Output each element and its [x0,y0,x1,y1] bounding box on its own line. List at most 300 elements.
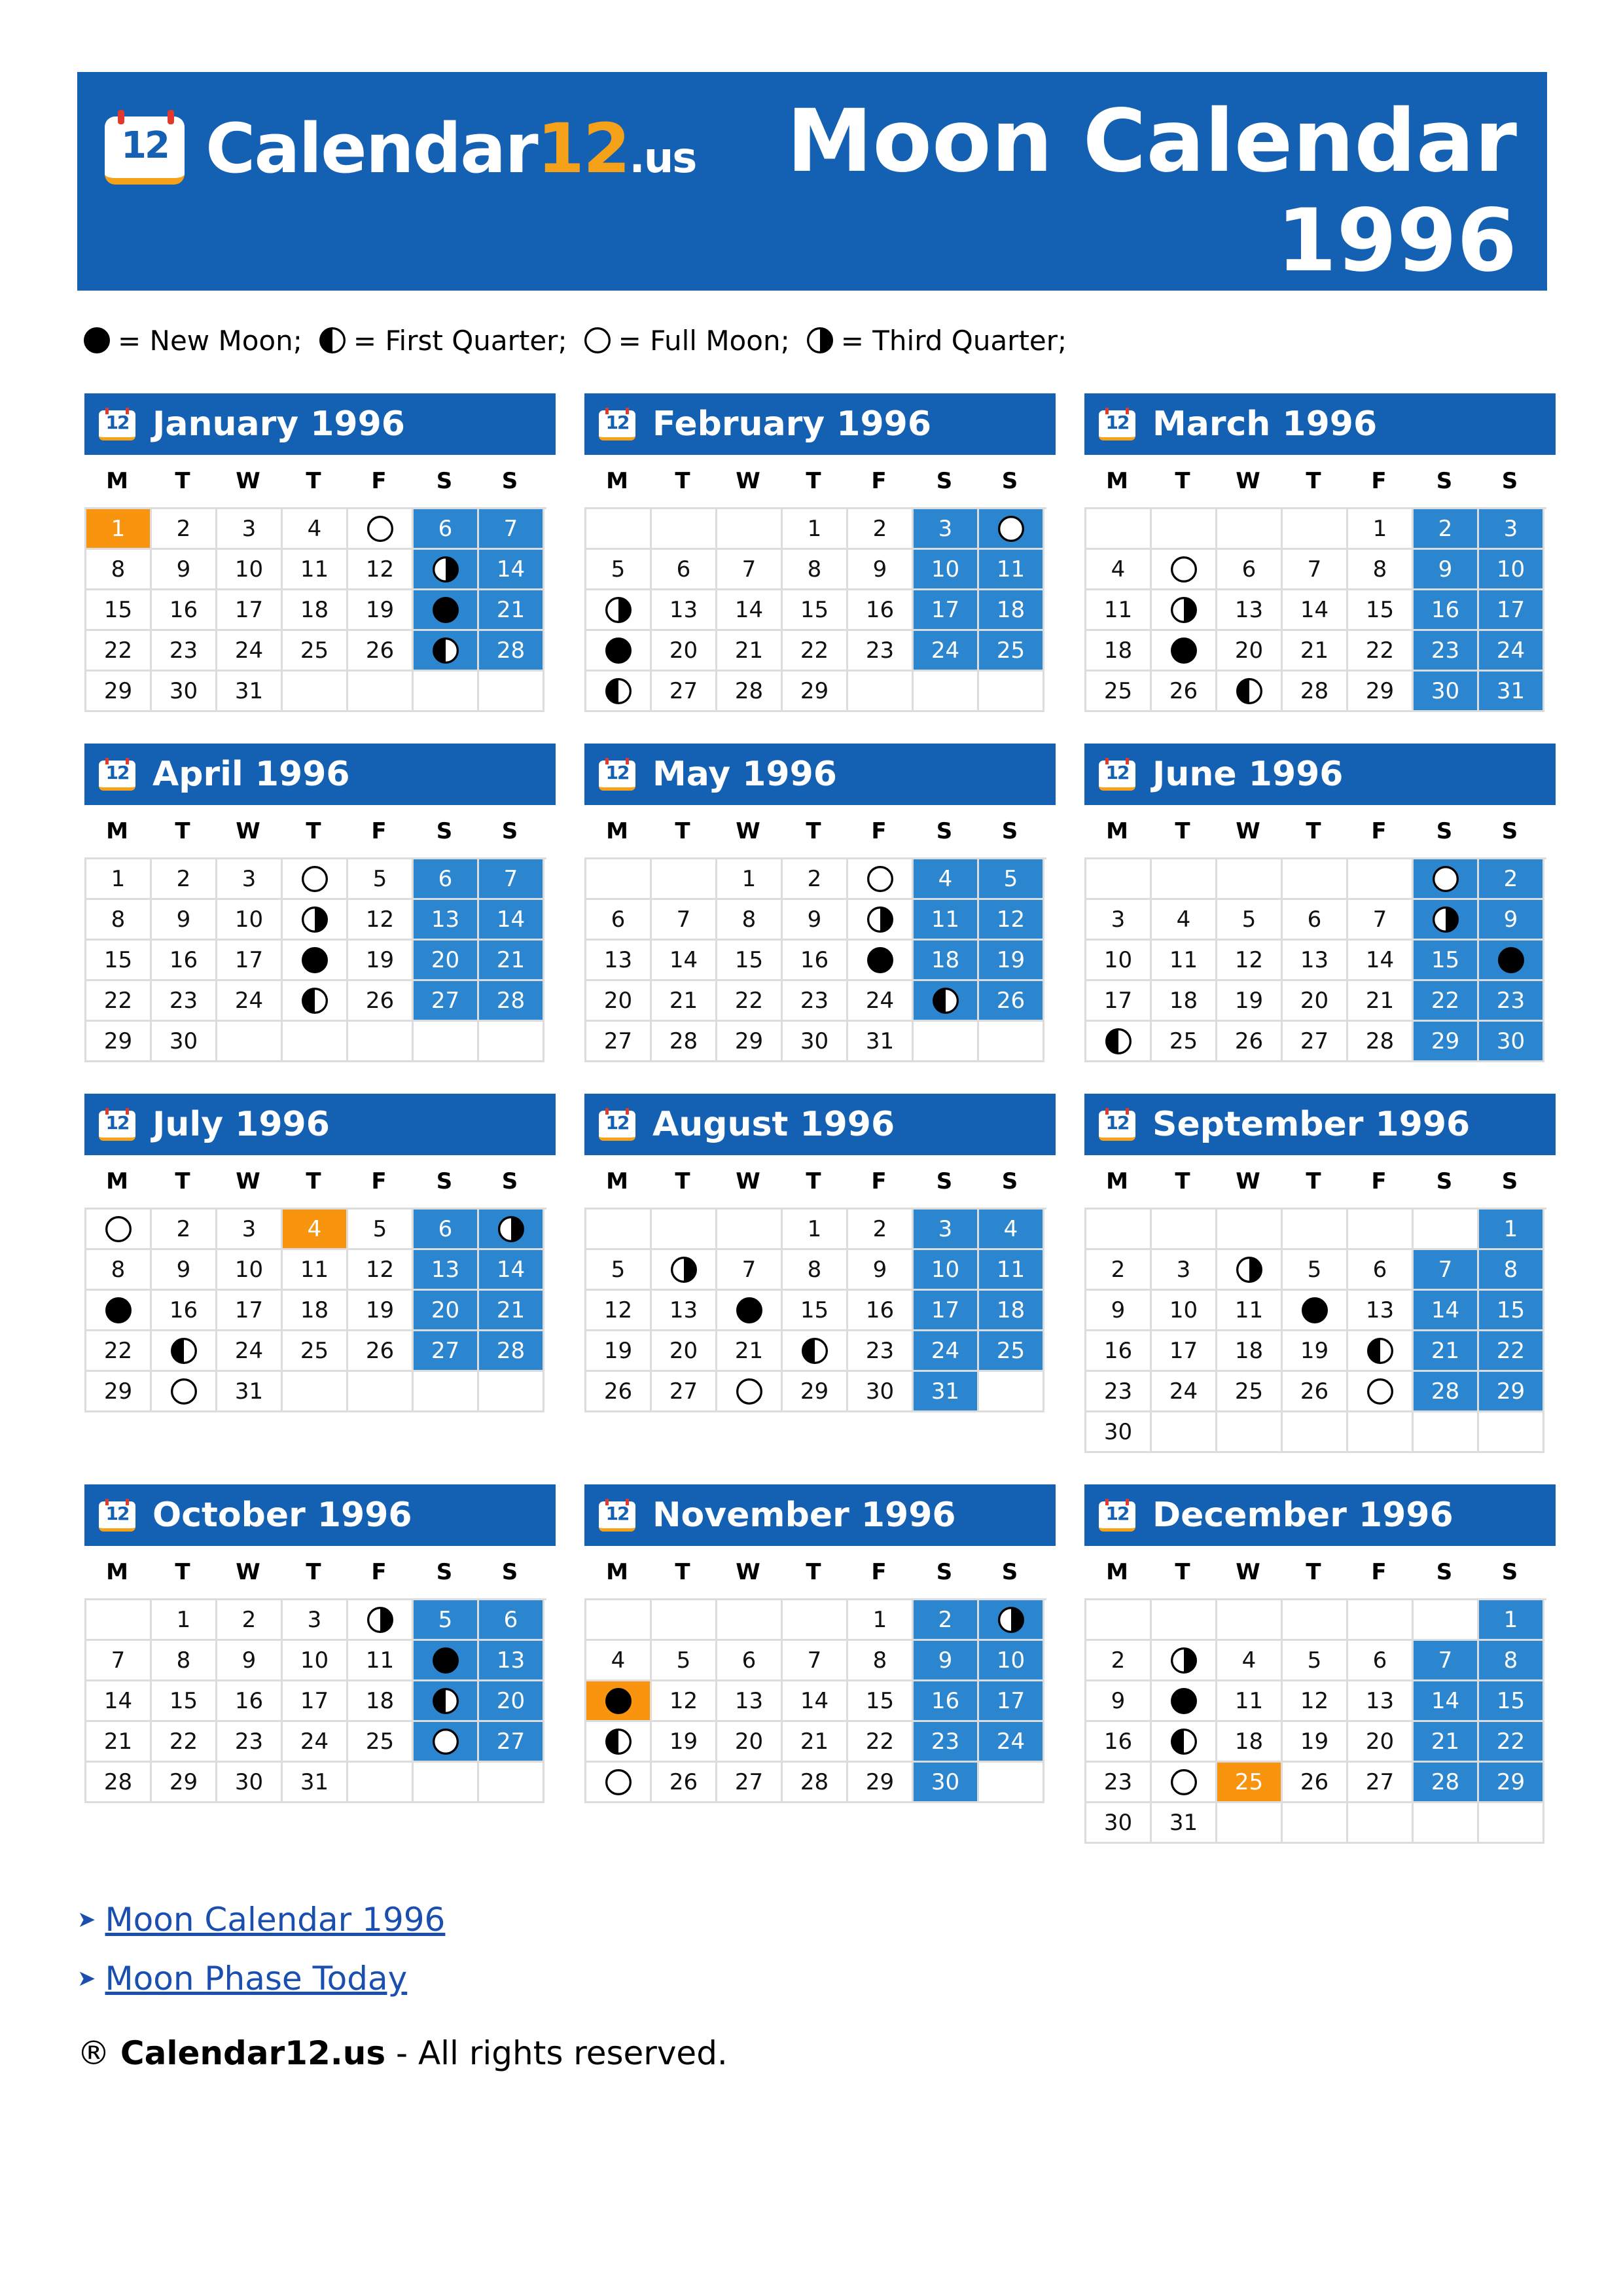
weekend-cell[interactable] [914,1763,979,1803]
weekend-cell[interactable] [479,900,544,941]
day-cell[interactable] [283,1600,348,1641]
day-cell[interactable] [1086,550,1152,590]
weekend-cell[interactable] [1479,1331,1544,1372]
weekend-cell[interactable] [414,1722,479,1763]
day-cell[interactable] [1217,1641,1283,1681]
day-cell[interactable] [86,900,152,941]
weekend-cell[interactable] [414,590,479,631]
day-cell[interactable] [848,859,914,900]
day-cell[interactable] [1217,672,1283,712]
day-cell[interactable] [217,590,283,631]
day-cell[interactable] [586,1763,652,1803]
day-cell[interactable] [783,1722,848,1763]
weekend-cell[interactable] [979,509,1044,550]
day-cell[interactable] [783,1210,848,1250]
weekend-cell[interactable] [1414,509,1479,550]
day-cell[interactable] [1283,1372,1348,1412]
weekend-cell[interactable] [979,981,1044,1022]
day-cell[interactable] [848,1681,914,1722]
day-cell[interactable] [348,590,414,631]
weekend-cell[interactable] [479,1641,544,1681]
day-cell[interactable] [152,509,217,550]
day-cell[interactable] [1283,981,1348,1022]
day-cell[interactable] [1086,1250,1152,1291]
day-cell[interactable] [283,900,348,941]
weekend-cell[interactable] [1479,509,1544,550]
day-cell[interactable] [86,1210,152,1250]
weekend-cell[interactable] [1479,941,1544,981]
weekend-cell[interactable] [979,1210,1044,1250]
day-cell[interactable] [217,1722,283,1763]
weekend-cell[interactable] [1479,1210,1544,1250]
weekend-cell[interactable] [914,1600,979,1641]
day-cell[interactable] [152,1291,217,1331]
day-cell[interactable] [848,1600,914,1641]
day-cell[interactable] [86,550,152,590]
weekend-cell[interactable] [414,1331,479,1372]
day-cell[interactable] [86,1681,152,1722]
day-cell[interactable] [217,1291,283,1331]
weekend-cell[interactable] [979,1722,1044,1763]
day-cell[interactable] [586,981,652,1022]
day-cell[interactable] [1283,1291,1348,1331]
day-cell[interactable] [783,859,848,900]
weekend-cell[interactable] [414,1250,479,1291]
day-cell[interactable] [348,1600,414,1641]
day-cell[interactable] [717,672,783,712]
day-cell[interactable] [152,859,217,900]
day-cell[interactable] [1348,941,1414,981]
weekend-cell[interactable] [1479,1763,1544,1803]
day-cell[interactable] [1217,941,1283,981]
day-cell[interactable] [717,859,783,900]
weekend-cell[interactable] [1479,590,1544,631]
day-cell[interactable] [848,1291,914,1331]
day-cell[interactable] [86,1763,152,1803]
day-cell[interactable] [848,590,914,631]
day-cell[interactable] [717,550,783,590]
day-cell[interactable] [652,900,717,941]
day-cell[interactable] [348,1641,414,1681]
weekend-cell[interactable] [1414,1372,1479,1412]
day-cell[interactable] [717,1372,783,1412]
day-cell[interactable] [1086,981,1152,1022]
holiday-cell[interactable] [283,1210,348,1250]
day-cell[interactable] [783,672,848,712]
day-cell[interactable] [717,1291,783,1331]
day-cell[interactable] [586,1291,652,1331]
day-cell[interactable] [1348,1291,1414,1331]
day-cell[interactable] [586,1722,652,1763]
day-cell[interactable] [717,900,783,941]
day-cell[interactable] [348,1331,414,1372]
day-cell[interactable] [717,1641,783,1681]
weekend-cell[interactable] [414,1641,479,1681]
day-cell[interactable] [586,550,652,590]
day-cell[interactable] [1152,1250,1217,1291]
moon-phase-today-link[interactable]: Moon Phase Today [105,1960,408,1998]
day-cell[interactable] [1152,590,1217,631]
weekend-cell[interactable] [479,1250,544,1291]
day-cell[interactable] [217,941,283,981]
day-cell[interactable] [783,981,848,1022]
day-cell[interactable] [848,1022,914,1062]
weekend-cell[interactable] [414,1291,479,1331]
weekend-cell[interactable] [914,1250,979,1291]
day-cell[interactable] [848,1372,914,1412]
day-cell[interactable] [717,1722,783,1763]
day-cell[interactable] [1348,672,1414,712]
day-cell[interactable] [1283,550,1348,590]
day-cell[interactable] [1283,1331,1348,1372]
day-cell[interactable] [152,1331,217,1372]
weekend-cell[interactable] [479,1210,544,1250]
day-cell[interactable] [1217,631,1283,672]
day-cell[interactable] [783,1372,848,1412]
weekend-cell[interactable] [1479,859,1544,900]
weekend-cell[interactable] [1414,941,1479,981]
weekend-cell[interactable] [479,1291,544,1331]
day-cell[interactable] [652,672,717,712]
weekend-cell[interactable] [979,550,1044,590]
weekend-cell[interactable] [979,941,1044,981]
weekend-cell[interactable] [1479,981,1544,1022]
weekend-cell[interactable] [914,900,979,941]
day-cell[interactable] [1283,1022,1348,1062]
day-cell[interactable] [348,859,414,900]
day-cell[interactable] [1348,981,1414,1022]
day-cell[interactable] [848,981,914,1022]
day-cell[interactable] [1152,1641,1217,1681]
day-cell[interactable] [1152,981,1217,1022]
day-cell[interactable] [783,550,848,590]
weekend-cell[interactable] [479,550,544,590]
day-cell[interactable] [348,1291,414,1331]
day-cell[interactable] [283,1331,348,1372]
day-cell[interactable] [1348,550,1414,590]
day-cell[interactable] [348,1681,414,1722]
day-cell[interactable] [586,1022,652,1062]
day-cell[interactable] [86,1291,152,1331]
weekend-cell[interactable] [1414,1722,1479,1763]
day-cell[interactable] [217,672,283,712]
day-cell[interactable] [1086,1331,1152,1372]
day-cell[interactable] [1086,1412,1152,1453]
day-cell[interactable] [586,631,652,672]
day-cell[interactable] [283,590,348,631]
holiday-cell[interactable] [86,509,152,550]
day-cell[interactable] [717,590,783,631]
weekend-cell[interactable] [414,941,479,981]
weekend-cell[interactable] [1479,672,1544,712]
weekend-cell[interactable] [1414,981,1479,1022]
weekend-cell[interactable] [1479,1291,1544,1331]
day-cell[interactable] [152,981,217,1022]
day-cell[interactable] [1152,631,1217,672]
day-cell[interactable] [717,1331,783,1372]
day-cell[interactable] [283,981,348,1022]
day-cell[interactable] [86,1331,152,1372]
day-cell[interactable] [848,1722,914,1763]
weekend-cell[interactable] [414,981,479,1022]
day-cell[interactable] [86,672,152,712]
weekend-cell[interactable] [979,1600,1044,1641]
day-cell[interactable] [717,941,783,981]
day-cell[interactable] [586,672,652,712]
weekend-cell[interactable] [479,1331,544,1372]
day-cell[interactable] [86,631,152,672]
day-cell[interactable] [1348,1331,1414,1372]
weekend-cell[interactable] [1414,1681,1479,1722]
day-cell[interactable] [848,1250,914,1291]
weekend-cell[interactable] [1414,1763,1479,1803]
day-cell[interactable] [152,1763,217,1803]
weekend-cell[interactable] [414,859,479,900]
day-cell[interactable] [783,1641,848,1681]
weekend-cell[interactable] [479,1681,544,1722]
weekend-cell[interactable] [479,941,544,981]
day-cell[interactable] [783,1250,848,1291]
day-cell[interactable] [217,550,283,590]
day-cell[interactable] [152,1250,217,1291]
day-cell[interactable] [217,1681,283,1722]
weekend-cell[interactable] [414,1210,479,1250]
site-logo[interactable] [105,106,696,191]
weekend-cell[interactable] [979,1291,1044,1331]
day-cell[interactable] [1348,1022,1414,1062]
day-cell[interactable] [86,1641,152,1681]
weekend-cell[interactable] [979,1641,1044,1681]
day-cell[interactable] [586,941,652,981]
day-cell[interactable] [717,1022,783,1062]
day-cell[interactable] [283,509,348,550]
day-cell[interactable] [1283,1681,1348,1722]
day-cell[interactable] [348,631,414,672]
day-cell[interactable] [1086,1372,1152,1412]
day-cell[interactable] [1086,941,1152,981]
day-cell[interactable] [1086,1291,1152,1331]
day-cell[interactable] [217,859,283,900]
day-cell[interactable] [348,1722,414,1763]
day-cell[interactable] [152,672,217,712]
day-cell[interactable] [283,1763,348,1803]
day-cell[interactable] [848,550,914,590]
day-cell[interactable] [586,1331,652,1372]
weekend-cell[interactable] [1414,1641,1479,1681]
day-cell[interactable] [348,509,414,550]
day-cell[interactable] [586,1250,652,1291]
weekend-cell[interactable] [1414,1291,1479,1331]
weekend-cell[interactable] [914,1291,979,1331]
day-cell[interactable] [283,1681,348,1722]
weekend-cell[interactable] [979,900,1044,941]
weekend-cell[interactable] [914,859,979,900]
day-cell[interactable] [348,1210,414,1250]
weekend-cell[interactable] [914,981,979,1022]
weekend-cell[interactable] [1414,1331,1479,1372]
day-cell[interactable] [1152,1722,1217,1763]
weekend-cell[interactable] [914,509,979,550]
day-cell[interactable] [717,1763,783,1803]
day-cell[interactable] [1283,631,1348,672]
weekend-cell[interactable] [1479,631,1544,672]
weekend-cell[interactable] [914,1210,979,1250]
day-cell[interactable] [217,1600,283,1641]
day-cell[interactable] [1348,1250,1414,1291]
weekend-cell[interactable] [914,631,979,672]
day-cell[interactable] [652,1722,717,1763]
day-cell[interactable] [86,941,152,981]
day-cell[interactable] [783,590,848,631]
weekend-cell[interactable] [1414,590,1479,631]
weekend-cell[interactable] [914,1372,979,1412]
weekend-cell[interactable] [1479,1722,1544,1763]
day-cell[interactable] [283,1722,348,1763]
weekend-cell[interactable] [479,509,544,550]
day-cell[interactable] [1152,900,1217,941]
day-cell[interactable] [783,1331,848,1372]
day-cell[interactable] [217,1210,283,1250]
day-cell[interactable] [1283,941,1348,981]
weekend-cell[interactable] [1479,1681,1544,1722]
day-cell[interactable] [652,1022,717,1062]
day-cell[interactable] [152,900,217,941]
day-cell[interactable] [217,1372,283,1412]
day-cell[interactable] [1152,1022,1217,1062]
day-cell[interactable] [586,1641,652,1681]
day-cell[interactable] [152,941,217,981]
weekend-cell[interactable] [479,1722,544,1763]
day-cell[interactable] [652,1331,717,1372]
day-cell[interactable] [217,1641,283,1681]
weekend-cell[interactable] [979,1250,1044,1291]
day-cell[interactable] [1217,1331,1283,1372]
weekend-cell[interactable] [414,550,479,590]
day-cell[interactable] [348,941,414,981]
day-cell[interactable] [1217,1022,1283,1062]
day-cell[interactable] [1348,590,1414,631]
day-cell[interactable] [586,900,652,941]
weekend-cell[interactable] [1414,631,1479,672]
weekend-cell[interactable] [914,941,979,981]
day-cell[interactable] [86,859,152,900]
day-cell[interactable] [1217,1291,1283,1331]
day-cell[interactable] [1283,1641,1348,1681]
day-cell[interactable] [283,550,348,590]
day-cell[interactable] [1348,1722,1414,1763]
day-cell[interactable] [848,631,914,672]
day-cell[interactable] [1217,1250,1283,1291]
day-cell[interactable] [1348,900,1414,941]
day-cell[interactable] [717,1681,783,1722]
day-cell[interactable] [217,631,283,672]
weekend-cell[interactable] [979,1331,1044,1372]
weekend-cell[interactable] [1479,550,1544,590]
day-cell[interactable] [152,1372,217,1412]
moon-calendar-link[interactable]: Moon Calendar 1996 [105,1901,446,1939]
weekend-cell[interactable] [1479,1250,1544,1291]
holiday-cell[interactable] [586,1681,652,1722]
weekend-cell[interactable] [414,900,479,941]
weekend-cell[interactable] [914,590,979,631]
day-cell[interactable] [1152,550,1217,590]
day-cell[interactable] [1086,1803,1152,1844]
day-cell[interactable] [1086,900,1152,941]
weekend-cell[interactable] [914,1331,979,1372]
day-cell[interactable] [1348,1372,1414,1412]
day-cell[interactable] [652,1372,717,1412]
day-cell[interactable] [783,1291,848,1331]
day-cell[interactable] [348,981,414,1022]
day-cell[interactable] [152,1681,217,1722]
day-cell[interactable] [783,1022,848,1062]
day-cell[interactable] [783,509,848,550]
day-cell[interactable] [848,1210,914,1250]
day-cell[interactable] [652,1681,717,1722]
day-cell[interactable] [86,981,152,1022]
day-cell[interactable] [1217,900,1283,941]
day-cell[interactable] [586,1372,652,1412]
day-cell[interactable] [217,981,283,1022]
day-cell[interactable] [348,1250,414,1291]
weekend-cell[interactable] [914,550,979,590]
weekend-cell[interactable] [1479,1022,1544,1062]
day-cell[interactable] [1348,631,1414,672]
day-cell[interactable] [717,631,783,672]
weekend-cell[interactable] [479,1600,544,1641]
weekend-cell[interactable] [1414,859,1479,900]
weekend-cell[interactable] [479,631,544,672]
day-cell[interactable] [1283,1722,1348,1763]
day-cell[interactable] [783,900,848,941]
day-cell[interactable] [1348,1641,1414,1681]
day-cell[interactable] [86,1022,152,1062]
day-cell[interactable] [652,981,717,1022]
day-cell[interactable] [848,900,914,941]
day-cell[interactable] [152,590,217,631]
day-cell[interactable] [652,631,717,672]
day-cell[interactable] [1283,900,1348,941]
day-cell[interactable] [283,941,348,981]
day-cell[interactable] [1086,1681,1152,1722]
day-cell[interactable] [1086,631,1152,672]
weekend-cell[interactable] [1414,900,1479,941]
weekend-cell[interactable] [979,631,1044,672]
holiday-cell[interactable] [1217,1763,1283,1803]
day-cell[interactable] [652,1763,717,1803]
day-cell[interactable] [217,509,283,550]
day-cell[interactable] [652,590,717,631]
weekend-cell[interactable] [914,1722,979,1763]
day-cell[interactable] [652,550,717,590]
day-cell[interactable] [1152,672,1217,712]
day-cell[interactable] [783,1681,848,1722]
weekend-cell[interactable] [979,1681,1044,1722]
day-cell[interactable] [652,941,717,981]
weekend-cell[interactable] [414,1600,479,1641]
day-cell[interactable] [217,1331,283,1372]
day-cell[interactable] [1086,1763,1152,1803]
weekend-cell[interactable] [979,859,1044,900]
day-cell[interactable] [1086,590,1152,631]
weekend-cell[interactable] [1414,1022,1479,1062]
weekend-cell[interactable] [1414,672,1479,712]
day-cell[interactable] [283,1641,348,1681]
day-cell[interactable] [717,1250,783,1291]
day-cell[interactable] [717,981,783,1022]
day-cell[interactable] [217,1763,283,1803]
day-cell[interactable] [586,590,652,631]
